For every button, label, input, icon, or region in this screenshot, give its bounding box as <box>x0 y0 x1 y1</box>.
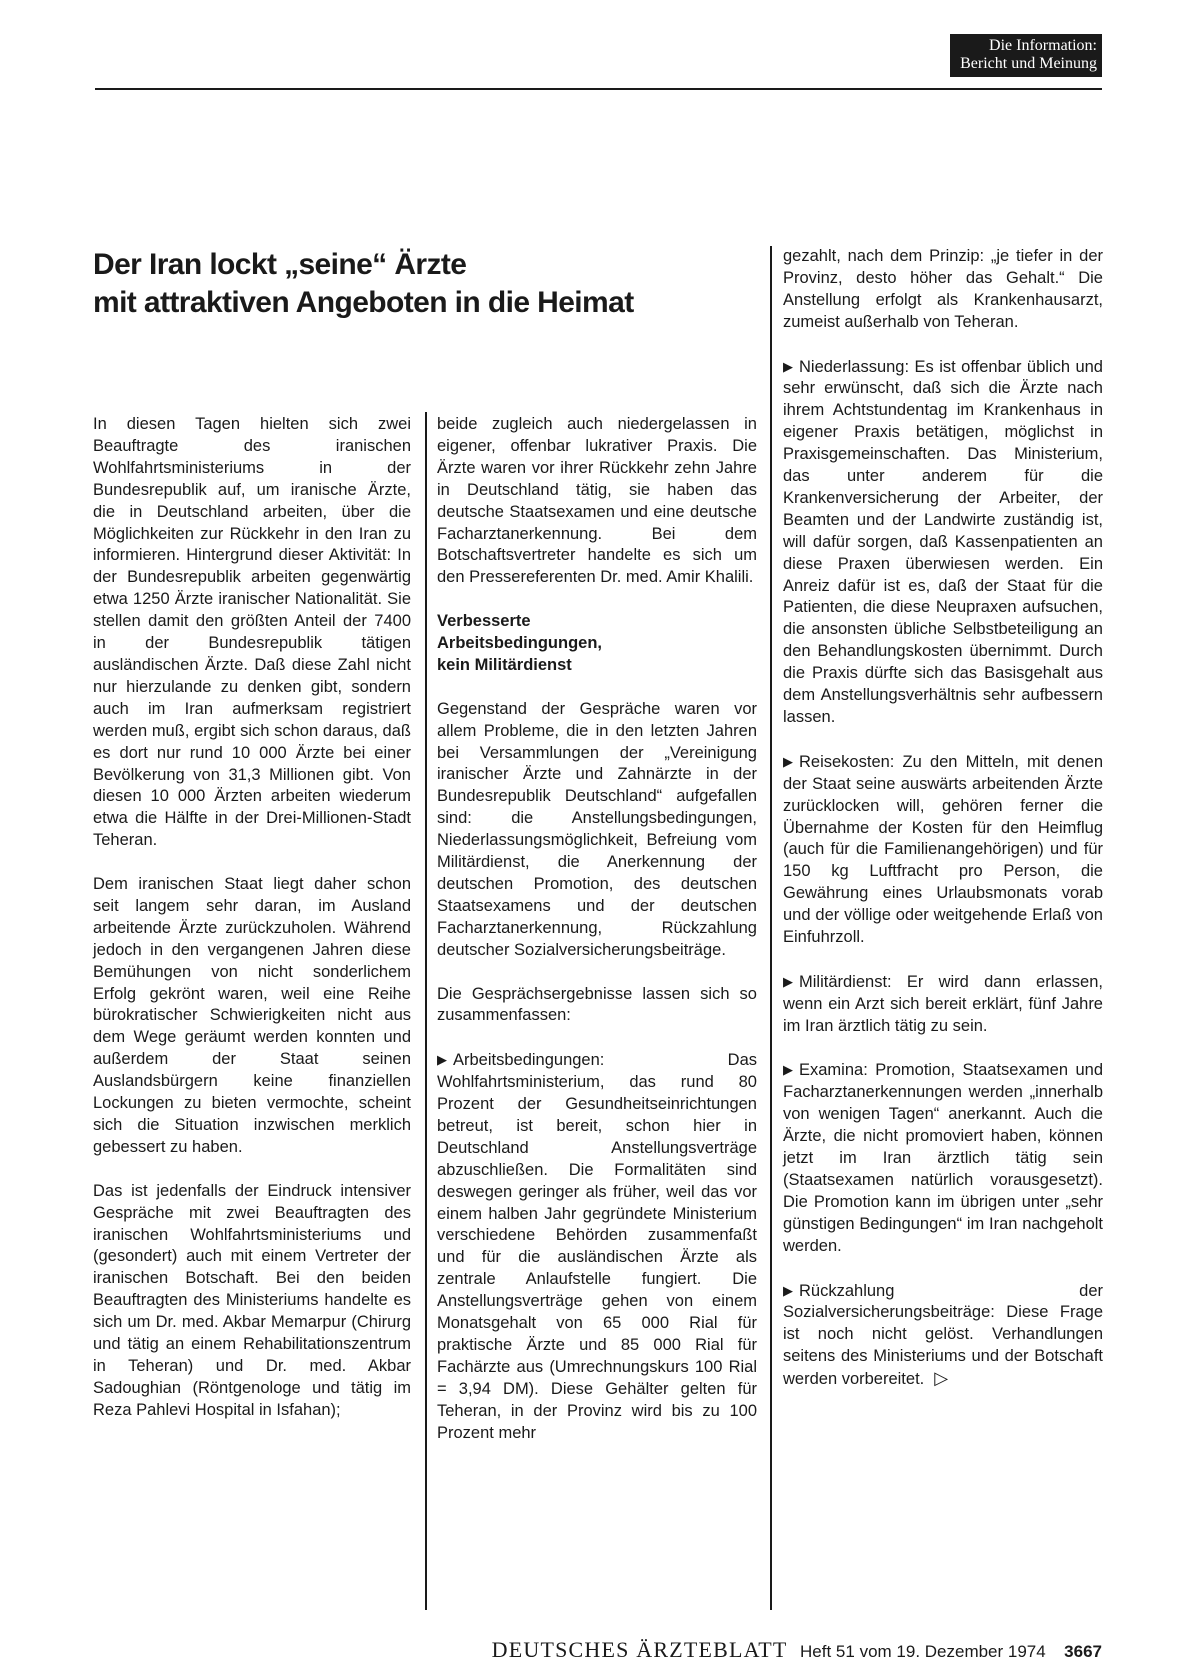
bullet-paragraph <box>783 356 1103 729</box>
bullet-text: Examina: Promotion, Staatsexamen und Facharztanerkennungen werden „innerhalb von wenigen Tagen“ anerkannt. Auch die Ärzte, die nicht promoviert haben, können jetzt im Iran ärztlich tätig sein (Staatsexamen natürlich vorausgesetzt). Die Promotion kann im übrigen unter „sehr günstigen Bedingungen“ im Iran nachgeholt werden. <box>783 1061 1103 1255</box>
continue-arrow-icon: ▷ <box>934 1368 949 1389</box>
column-rule-1 <box>425 412 427 1610</box>
bullet-paragraph <box>783 971 1103 1038</box>
bullet-text: Arbeitsbedingungen: Das Wohlfahrtsministerium, das rund 80 Prozent der Gesundheitseinrichtungen betreut, ist bereit, schon hier in Deutschland Anstellungsverträge abzuschließen. Die Formalitäten sind deswegen geringer als früher, weil das vor einem halben Jahr gegründete Ministerium verschiedene Behörden zusammenfaßt und für die ausländischen Ärzte als zentrale Anlaufstelle fungiert. Die Anstellungsverträge gehen von einem Monatsgehalt von 65 000 Rial für praktische Ärzte und 85 000 Rial für Fachärzte aus (Umrechnungskurs 100 Rial = 3,94 DM). Diese Gehälter gelten für Teheran, in der Provinz wird bis zu 100 Prozent mehr <box>437 1051 757 1442</box>
issue-info: Heft 51 vom 19. Dezember 1974 <box>800 1642 1046 1661</box>
headline-line1: Der Iran lockt „seine“ Ärzte <box>93 248 467 281</box>
bullet-arrow-icon: ▶ <box>783 1062 793 1078</box>
article-column-3 <box>783 246 1103 1391</box>
paragraph: gezahlt, nach dem Prinzip: „je tiefer in der Provinz, desto höher das Gehalt.“ Die Anstellung erfolgt als Krankenhausarzt, zumeist außerhalb von Teheran. <box>783 247 1103 331</box>
headline <box>93 246 733 322</box>
page-footer <box>492 1637 1102 1663</box>
bullet-arrow-icon: ▶ <box>783 973 793 989</box>
headline-line2: mit attraktiven Angeboten in die Heimat <box>93 286 634 319</box>
paragraph: In diesen Tagen hielten sich zwei Beauftragte des iranischen Wohlfahrtsministeriums in der Bundesrepublik auf, um iranische Ärzte, die in Deutschland arbeiten, über die Möglichkeiten zur Rückkehr in den Iran zu informieren. Hintergrund dieser Aktivität: In der Bundesrepublik arbeiten gegenwärtig etwa 1250 Ärzte iranischer Nationalität. Sie stellen damit den größten Anteil der 7400 in der Bundesrepublik tätigen ausländischen Ärzte. Daß diese Zahl nicht nur hierzulande zu denken gibt, sondern auch im Iran aufmerksam registriert werden muß, ergibt sich schon daraus, daß es dort nur rund 10 000 Ärzte bei einer Bevölkerung von 31,3 Millionen gibt. Von diesen 10 000 Ärzten arbeiten wiederum etwa die Hälfte in der Drei-Millionen-Stadt Teheran. <box>93 415 411 850</box>
bullet-arrow-icon: ▶ <box>783 358 793 374</box>
subheading-line3: kein Militärdienst <box>437 655 572 674</box>
paragraph: Gegenstand der Gespräche waren vor allem Probleme, die in den letzten Jahren bei Versammlungen der „Vereinigung iranischer Ärzte und Zahnärzte in der Bundesrepublik Deutschland“ aufgefallen sind: die Anstellungsbedingungen, Niederlassungsmöglichkeit, Befreiung vom Militärdienst, die Anerkennung der deutschen Promotion, des deutschen Staatsexamens und der deutschen Facharztanerkennung, Rückzahlung deutscher Sozialversicherungsbeiträge. <box>437 699 757 959</box>
article-column-1 <box>93 414 411 1422</box>
article-column-2 <box>437 414 757 1445</box>
page-number: 3667 <box>1064 1642 1102 1661</box>
paragraph: beide zugleich auch niedergelassen in eigener, offenbar lukrativer Praxis. Die Ärzte waren vor ihrer Rückkehr zehn Jahre in Deutschland tätig, sie haben das deutsche Staatsexamen und eine deutsche Facharztanerkennung. Bei dem Botschaftsvertreter handelte es sich um den Pressereferenten Dr. med. Amir Khalili. <box>437 415 757 587</box>
top-rule <box>95 88 1102 90</box>
paragraph: Das ist jedenfalls der Eindruck intensiver Gespräche mit zwei Beauftragten des iranischen Wohlfahrtsministeriums und (gesondert) auch mit einem Vertreter der iranischen Botschaft. Bei den beiden Beauftragten des Ministeriums handelte es sich um Dr. med. Akbar Memarpur (Chirurg und tätig an einem Rehabilitationszentrum in Teheran) und Dr. med. Akbar Sadoughian (Röntgenologe und tätig im Reza Pahlevi Hospital in Isfahan); <box>93 1181 411 1419</box>
journal-name: DEUTSCHES ÄRZTEBLATT <box>491 1637 788 1662</box>
bullet-text: Niederlassung: Es ist offenbar üblich und sehr erwünscht, daß sich die Ärzte nach ihrem Achtstundentag im Krankenhaus in eigener Praxis betätigen, möglichst in Praxisgemeinschaften. Das Ministerium, das unter anderem für die Krankenversicherung der Arbeiter, der Beamten und der Landwirte zuständig ist, will dafür sorgen, daß Kassenpatienten an diese Praxen überwiesen werden. Ein Anreiz dafür ist es, daß der Staat für die Patienten, die diese Neupraxen aufsuchen, die ansonsten übliche Selbstbeteiligung an den Behandlungskosten übernimmt. Durch die Praxis dürfte sich das Basisgehalt aus dem Anstellungsverhältnis sehr aufbessern lassen. <box>783 357 1103 727</box>
section-tag-line2: Bericht und Meinung <box>960 55 1097 72</box>
bullet-text: Rückzahlung der Sozialversicherungsbeiträge: Diese Frage ist noch nicht gelöst. Verhandlungen seitens des Ministeriums und der Botschaft werden vorbereitet. <box>783 1281 1103 1389</box>
paragraph: Die Gesprächsergebnisse lassen sich so zusammenfassen: <box>437 984 757 1025</box>
subheading <box>437 611 757 677</box>
section-tag <box>950 34 1102 77</box>
bullet-arrow-icon: ▶ <box>783 1282 793 1298</box>
bullet-paragraph <box>437 1049 757 1444</box>
bullet-arrow-icon: ▶ <box>783 753 793 769</box>
subheading-line1: Verbesserte <box>437 612 531 631</box>
bullet-paragraph <box>783 751 1103 949</box>
bullet-paragraph <box>783 1280 1103 1392</box>
section-tag-line1: Die Information: <box>989 37 1097 54</box>
paragraph: Dem iranischen Staat liegt daher schon seit langem sehr daran, im Ausland arbeitende Ärzte zurückzuholen. Während jedoch in den vergangenen Jahren diese Bemühungen von nicht sonderlichem Erfolg gekrönt waren, weil eine Reihe bürokratischer Schwierigkeiten nicht aus dem Wege geräumt werden konnten und außerdem der Staat seinen Auslandsbürgern keine finanziellen Lockungen zu bieten vermochte, scheint sich die Situation inzwischen merklich gebessert zu haben. <box>93 875 411 1156</box>
bullet-text: Reisekosten: Zu den Mitteln, mit denen der Staat seine auswärts arbeitenden Ärzte zurücklocken will, gehören ferner die Übernahme der Kosten für den Heimflug (auch für die Familienangehörigen) und für 150 kg Luftfracht pro Person, die Gewährung eines Urlaubsmonats vorab und der völlige oder weitgehende Erlaß von Einfuhrzoll. <box>783 752 1103 947</box>
subheading-line2: Arbeitsbedingungen, <box>437 634 602 653</box>
bullet-paragraph <box>783 1059 1103 1257</box>
bullet-arrow-icon: ▶ <box>437 1052 447 1068</box>
bullet-text: Militärdienst: Er wird dann erlassen, wenn ein Arzt sich bereit erklärt, fünf Jahre im Iran ärztlich tätig zu sein. <box>783 972 1103 1035</box>
column-rule-2 <box>770 246 772 1610</box>
